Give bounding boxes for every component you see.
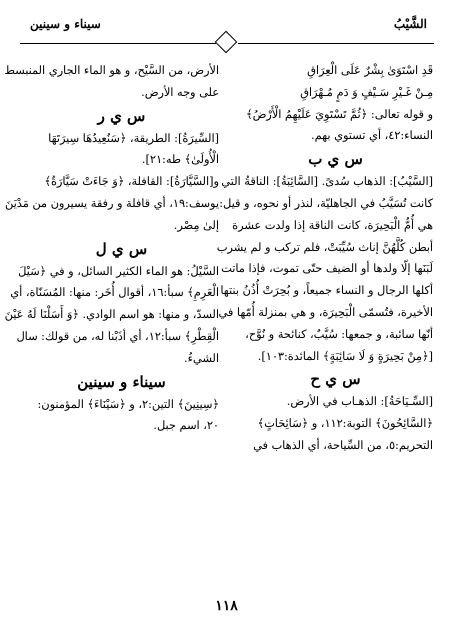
text-line: السَّيْلُ: هو الماء الكثير السائل، و في ﴿سَيْلَ — [18, 264, 219, 278]
text-line: قَدِ اسْتَوَىٰ بِشْرٌ عَلَى الْعِرَاقِ — [307, 64, 433, 77]
header-rule-left — [20, 43, 216, 44]
text-line: أكلها الرجال و النساء جميعاً، و بُحِرَتْ أُذُنُ بنتها — [220, 284, 433, 298]
header-diamond-ornament — [215, 31, 238, 54]
text-line: [السِّـيَاحَةُ]: الذهـاب في الأرض. — [286, 395, 433, 409]
text-line: الْعَرِمِ﴾ سبأ:١٦، أقوال أُخَر: منها: المُسَنّاة، أي — [10, 286, 219, 300]
text-line: التحريم:٥، من السِّياحة، أي الذهاب في — [253, 438, 433, 452]
text-line: ٢٠، اسم جبل. — [153, 419, 219, 433]
text-line: لَبَنَها إلّا ولدها أو الضيف حتّى تموت، فإذا ماتت — [221, 262, 433, 276]
section-heading: س ي ر — [97, 106, 146, 125]
text-line: أبطن كُلَّهُنَّ إناث سُيِّبَتْ، فلم تركب و لم يشرب — [216, 240, 433, 254]
text-line: الأرض، من السَّيْح، و هو الماء الجاري المنبسط — [4, 64, 219, 77]
section-heading: سيناء و سينين — [77, 372, 166, 391]
section-heading: س ي ل — [95, 239, 148, 258]
text-line: ﴿السَّائِحُونَ﴾ التوبة:١١٢، و ﴿سَائِحَاتٍ﴾ — [257, 417, 433, 431]
running-head-left: سيناء و سينين — [30, 17, 101, 31]
text-line: الْأُولَىٰ﴾ طه:٢١]. — [141, 153, 219, 167]
left-column — [4, 60, 219, 437]
text-line: النساء:٤٢، أي تستوي بهم. — [311, 129, 433, 143]
text-line: و قوله تعالى: ﴿ثُمَّ تَسْتَوِيَ عَلَيْهِمُ الْأَرْضُ﴾ — [246, 107, 433, 121]
text-line: مِـنْ غَـيْرِ سَـيْفٍ وَ دَمٍ مُـهْرَاقِ — [300, 85, 433, 99]
section-heading: س ي ح — [310, 370, 361, 389]
text-line: الأخيرة، فتُسمّى الْبَحِيرَة، و هي بمنزلة أُمّها في — [218, 305, 433, 319]
text-line: السدّ، و منها: هو اسم الوادي. ﴿وَ أَسَلْنَا لَهُ عَيْنَ — [4, 308, 219, 322]
text-line: [السَّيْبُ]: الذهاب سُدىً. [السَّائِبَةُ]: الناقةُ التي — [221, 175, 433, 189]
text-line: كانت تُسَيَّبُ في الجاهليّة، لنذر أو نحوه، و قيل: — [219, 196, 433, 210]
header-rule-right — [238, 43, 434, 44]
text-line: [﴿مِنْ بَحِيرَةٍ وَ لَا سَائِبَةٍ﴾ المائدة:١٠٣]. — [257, 349, 433, 363]
text-line: ﴿سِينِينَ﴾ التين:٢، و ﴿سَيْنَاءَ﴾ المؤمنون: — [37, 397, 219, 411]
text-line: [السِّيرَةُ]: الطريقة، ﴿سَنُعِيدُهَا سِيرَتَهَا — [48, 131, 219, 145]
right-column — [216, 60, 433, 457]
text-line: أنّها سائبة، و جمعها: سُيَّبٌ، كنائحة و نُوَّح، — [245, 327, 433, 341]
page-number: ١١٨ — [215, 598, 238, 614]
section-heading: س ي ب — [308, 150, 363, 169]
text-line: يوسف:١٩، أي قافلة و رفقة يسيرون من مَدْيَنَ — [5, 196, 219, 210]
text-line: و[السَّيَّارَةُ]: القافلة، ﴿وَ جَاءَتْ سَيَّارَةٌ﴾ — [44, 175, 219, 189]
text-line: إلىٰ مِصْر. — [173, 218, 219, 232]
running-head-right: الشَّيْبُ — [393, 17, 427, 31]
text-line: الشيءُ. — [184, 351, 219, 365]
text-line: هي أُمُّ الْبَحِيرَة، كانت الناقة إذا ولدت عشرة — [232, 218, 433, 232]
text-line: الْقِطْرِ﴾ سبأ:١٢، أي أذَبْنا له، من قولك: سال — [16, 329, 219, 343]
text-line: على وجه الأرض. — [141, 85, 219, 99]
